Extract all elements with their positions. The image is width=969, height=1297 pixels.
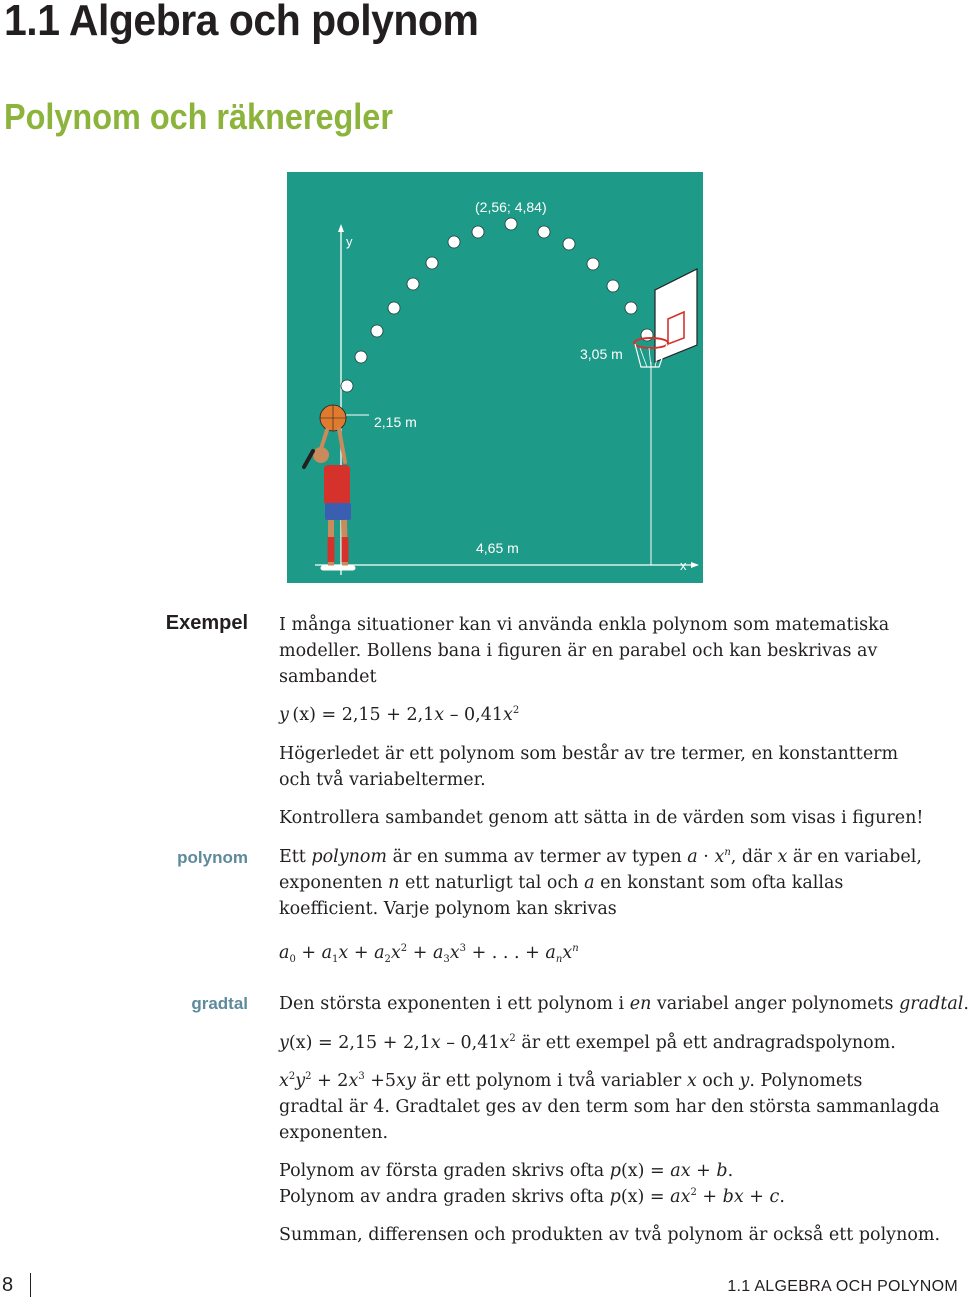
text-line: gradtal är 4. Gradtalet ges av den term som har den största sammanlagda — [279, 1097, 940, 1117]
text-line: sambandet — [279, 667, 377, 687]
text-line: exponenten n ett naturligt tal och a en konstant som ofta kallas — [279, 873, 844, 893]
page-number: 8 — [2, 1274, 14, 1296]
text-line: och två variabeltermer. — [279, 770, 486, 790]
text-line: Högerledet är ett polynom som består av tre termer, en konstantterm — [279, 744, 899, 764]
text-line: $x^2y^2 + 2x^3 +5xy$ är ett polynom i två variabler x och y. Polynomets — [279, 1071, 863, 1091]
first-degree-form: Polynom av första graden skrivs ofta p(x) = ax + b. — [279, 1161, 734, 1181]
example-intro — [279, 612, 959, 690]
margin-term-polynom: polynom — [177, 848, 248, 867]
release-height-label: 2,15 m — [374, 414, 417, 430]
polynom-definition — [279, 844, 959, 922]
degree-forms — [279, 1158, 959, 1210]
text-line: I många situationer kan vi använda enkla polynom som matematiska — [279, 615, 890, 635]
chapter-title: 1.1 Algebra och polynom — [4, 0, 479, 45]
second-degree-form: Polynom av andra graden skrivs ofta $p(x) = ax^2$ + bx + c. — [279, 1187, 785, 1207]
text-line: exponenten. — [279, 1123, 389, 1143]
peak-label: (2,56; 4,84) — [475, 199, 547, 215]
margin-term-gradtal: gradtal — [191, 994, 248, 1013]
check-instruction: Kontrollera sambandet genom att sätta in de värden som visas i figuren! — [279, 808, 924, 828]
degree-definition: Den största exponenten i ett polynom i en variabel anger polynomets gradtal. — [279, 994, 969, 1014]
model-formula: y $(x) = 2,15 + 2,1x - 0,41x^2$ — [279, 705, 520, 725]
example-label: Exempel — [165, 612, 248, 634]
running-head: 1.1 ALGEBRA OCH POLYNOM — [727, 1278, 958, 1295]
text-line: modeller. Bollens bana i figuren är en parabel och kan beskrivas av — [279, 641, 878, 661]
text-line: Ett polynom är en summa av termer av typen $a \cdot x^n$, där x är en variabel, — [279, 847, 922, 867]
distance-label: 4,65 m — [476, 540, 519, 556]
closure-statement: Summan, differensen och produkten av två polynom är också ett polynom. — [279, 1225, 941, 1245]
general-polynomial: $a_0 + a_1x + a_2x^2 + a_3x^3$ + . . . + $a_nx^n$ — [279, 943, 579, 965]
text-line: koefficient. Varje polynom kan skrivas — [279, 899, 617, 919]
hoop-height-label: 3,05 m — [580, 346, 623, 362]
degree-example-2 — [279, 1068, 959, 1146]
y-axis-label: y — [346, 234, 353, 249]
basketball-figure — [287, 172, 703, 583]
parabola-illustration — [287, 172, 703, 583]
section-title: Polynom och räkneregler — [4, 96, 393, 137]
example-explanation — [279, 741, 959, 793]
degree-example-1: $y(x) = 2,15 + 2,1x - 0,41x^2$ är ett exempel på ett andragradspolynom. — [279, 1033, 896, 1053]
footer-divider — [30, 1273, 31, 1297]
x-axis-label: x — [680, 558, 687, 573]
